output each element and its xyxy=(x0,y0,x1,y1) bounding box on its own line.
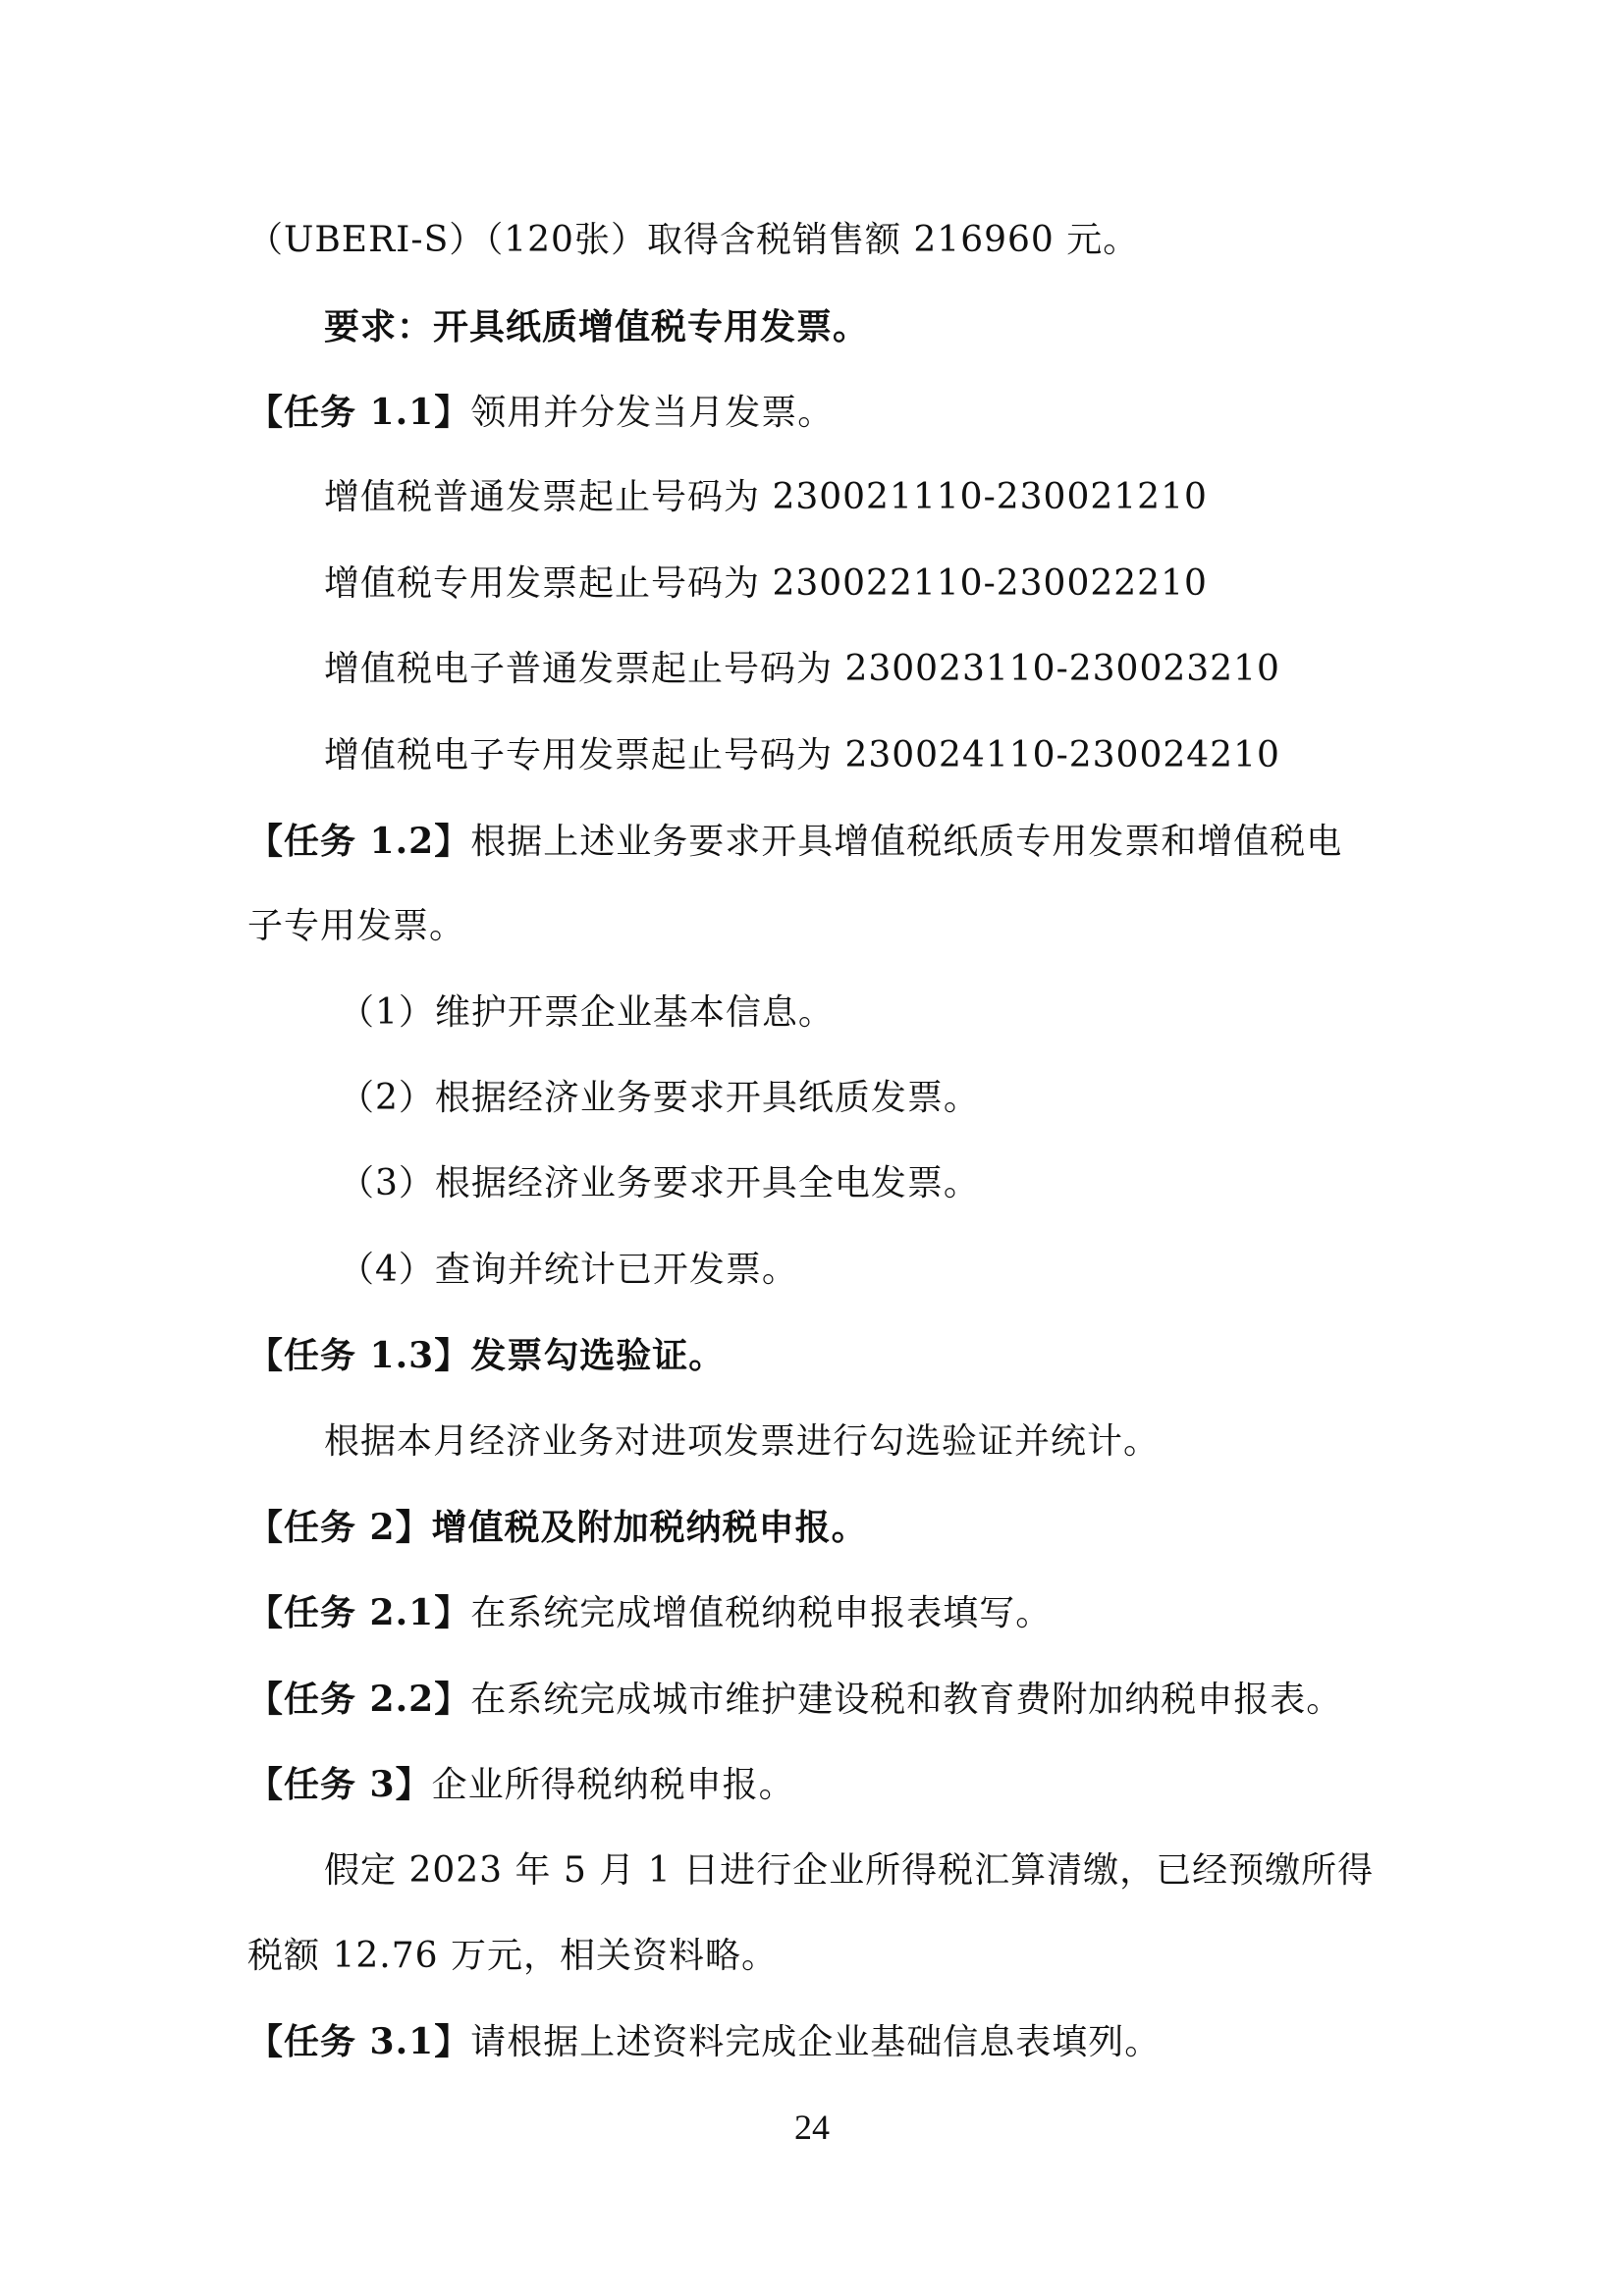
task-1-1-text: 领用并分发当月发票。 xyxy=(470,393,835,433)
bracket-open: 【 xyxy=(247,1335,285,1376)
task-3-1-text: 请根据上述资料完成企业基础信息表填列。 xyxy=(470,2022,1162,2062)
task-1-2-line xyxy=(247,812,1396,871)
invoice-range-line-3: 增值税电子普通发票起止号码为 230023110-230023210 xyxy=(324,649,1280,689)
task-3-1-tag: 任务 3.1 xyxy=(284,2021,435,2062)
text-line-1: （UBERI-S）（120张）取得含税销售额 216960 元。 xyxy=(247,220,1140,260)
task-3-line xyxy=(247,1755,1396,1814)
bracket-open: 【 xyxy=(247,1592,285,1633)
bracket-close: 】 xyxy=(395,1764,432,1805)
task-2-2-line xyxy=(247,1670,1396,1729)
subtask-1: （1）维护开票企业基本信息。 xyxy=(339,992,835,1033)
task-3-description-1: 假定 2023 年 5 月 1 日进行企业所得税汇算清缴，已经预缴所得 xyxy=(324,1850,1375,1891)
task-2-1-tag: 任务 2.1 xyxy=(284,1592,435,1633)
task-1-3-line xyxy=(247,1326,1396,1385)
task-1-3-description: 根据本月经济业务对进项发票进行勾选验证并统计。 xyxy=(324,1421,1161,1462)
bracket-open: 【 xyxy=(247,1507,285,1548)
subtask-3: （3）根据经济业务要求开具全电发票。 xyxy=(339,1163,980,1203)
bracket-open: 【 xyxy=(247,1764,285,1805)
bracket-close: 】 xyxy=(434,392,471,433)
subtask-4: （4）查询并统计已开发票。 xyxy=(339,1250,798,1290)
task-2-1-line xyxy=(247,1583,1396,1642)
bracket-close: 】 xyxy=(434,821,471,862)
bracket-open: 【 xyxy=(247,392,285,433)
task-3-1-line xyxy=(247,2012,1396,2071)
task-2-line xyxy=(247,1498,1396,1557)
task-3-text: 企业所得税纳税申报。 xyxy=(431,1765,795,1805)
requirement-line: 要求：开具纸质增值税专用发票。 xyxy=(324,306,870,347)
invoice-range-line-4: 增值税电子专用发票起止号码为 230024110-230024210 xyxy=(324,735,1280,775)
bracket-open: 【 xyxy=(247,2021,285,2062)
task-1-2-continuation: 子专用发票。 xyxy=(247,906,466,946)
bracket-close: 】 xyxy=(395,1507,432,1548)
task-3-description-2: 税额 12.76 万元，相关资料略。 xyxy=(247,1936,778,1976)
task-1-2-text: 根据上述业务要求开具增值税纸质专用发票和增值税电 xyxy=(470,822,1343,862)
task-1-1-line xyxy=(247,383,1396,442)
bracket-open: 【 xyxy=(247,821,285,862)
task-1-1-tag: 任务 1.1 xyxy=(284,392,435,433)
subtask-2: （2）根据经济业务要求开具纸质发票。 xyxy=(339,1078,980,1118)
task-2-2-text: 在系统完成城市维护建设税和教育费附加纳税申报表。 xyxy=(470,1680,1343,1720)
invoice-range-line-2: 增值税专用发票起止号码为 230022110-230022210 xyxy=(324,563,1208,604)
task-3-tag: 任务 3 xyxy=(284,1764,396,1805)
bracket-close: 】 xyxy=(434,1592,471,1633)
page-number: 24 xyxy=(794,2108,830,2147)
task-1-3-tag: 任务 1.3 xyxy=(284,1335,435,1376)
task-2-1-text: 在系统完成增值税纳税申报表填写。 xyxy=(470,1593,1053,1633)
task-2-text: 增值税及附加税纳税申报。 xyxy=(431,1507,868,1548)
task-1-3-text: 发票勾选验证。 xyxy=(470,1335,726,1376)
bracket-close: 】 xyxy=(434,1335,471,1376)
bracket-close: 】 xyxy=(434,1679,471,1720)
task-2-tag: 任务 2 xyxy=(284,1507,396,1548)
bracket-open: 【 xyxy=(247,1679,285,1720)
task-1-2-tag: 任务 1.2 xyxy=(284,821,435,862)
invoice-range-line-1: 增值税普通发票起止号码为 230021110-230021210 xyxy=(324,477,1208,517)
bracket-close: 】 xyxy=(434,2021,471,2062)
task-2-2-tag: 任务 2.2 xyxy=(284,1679,435,1720)
